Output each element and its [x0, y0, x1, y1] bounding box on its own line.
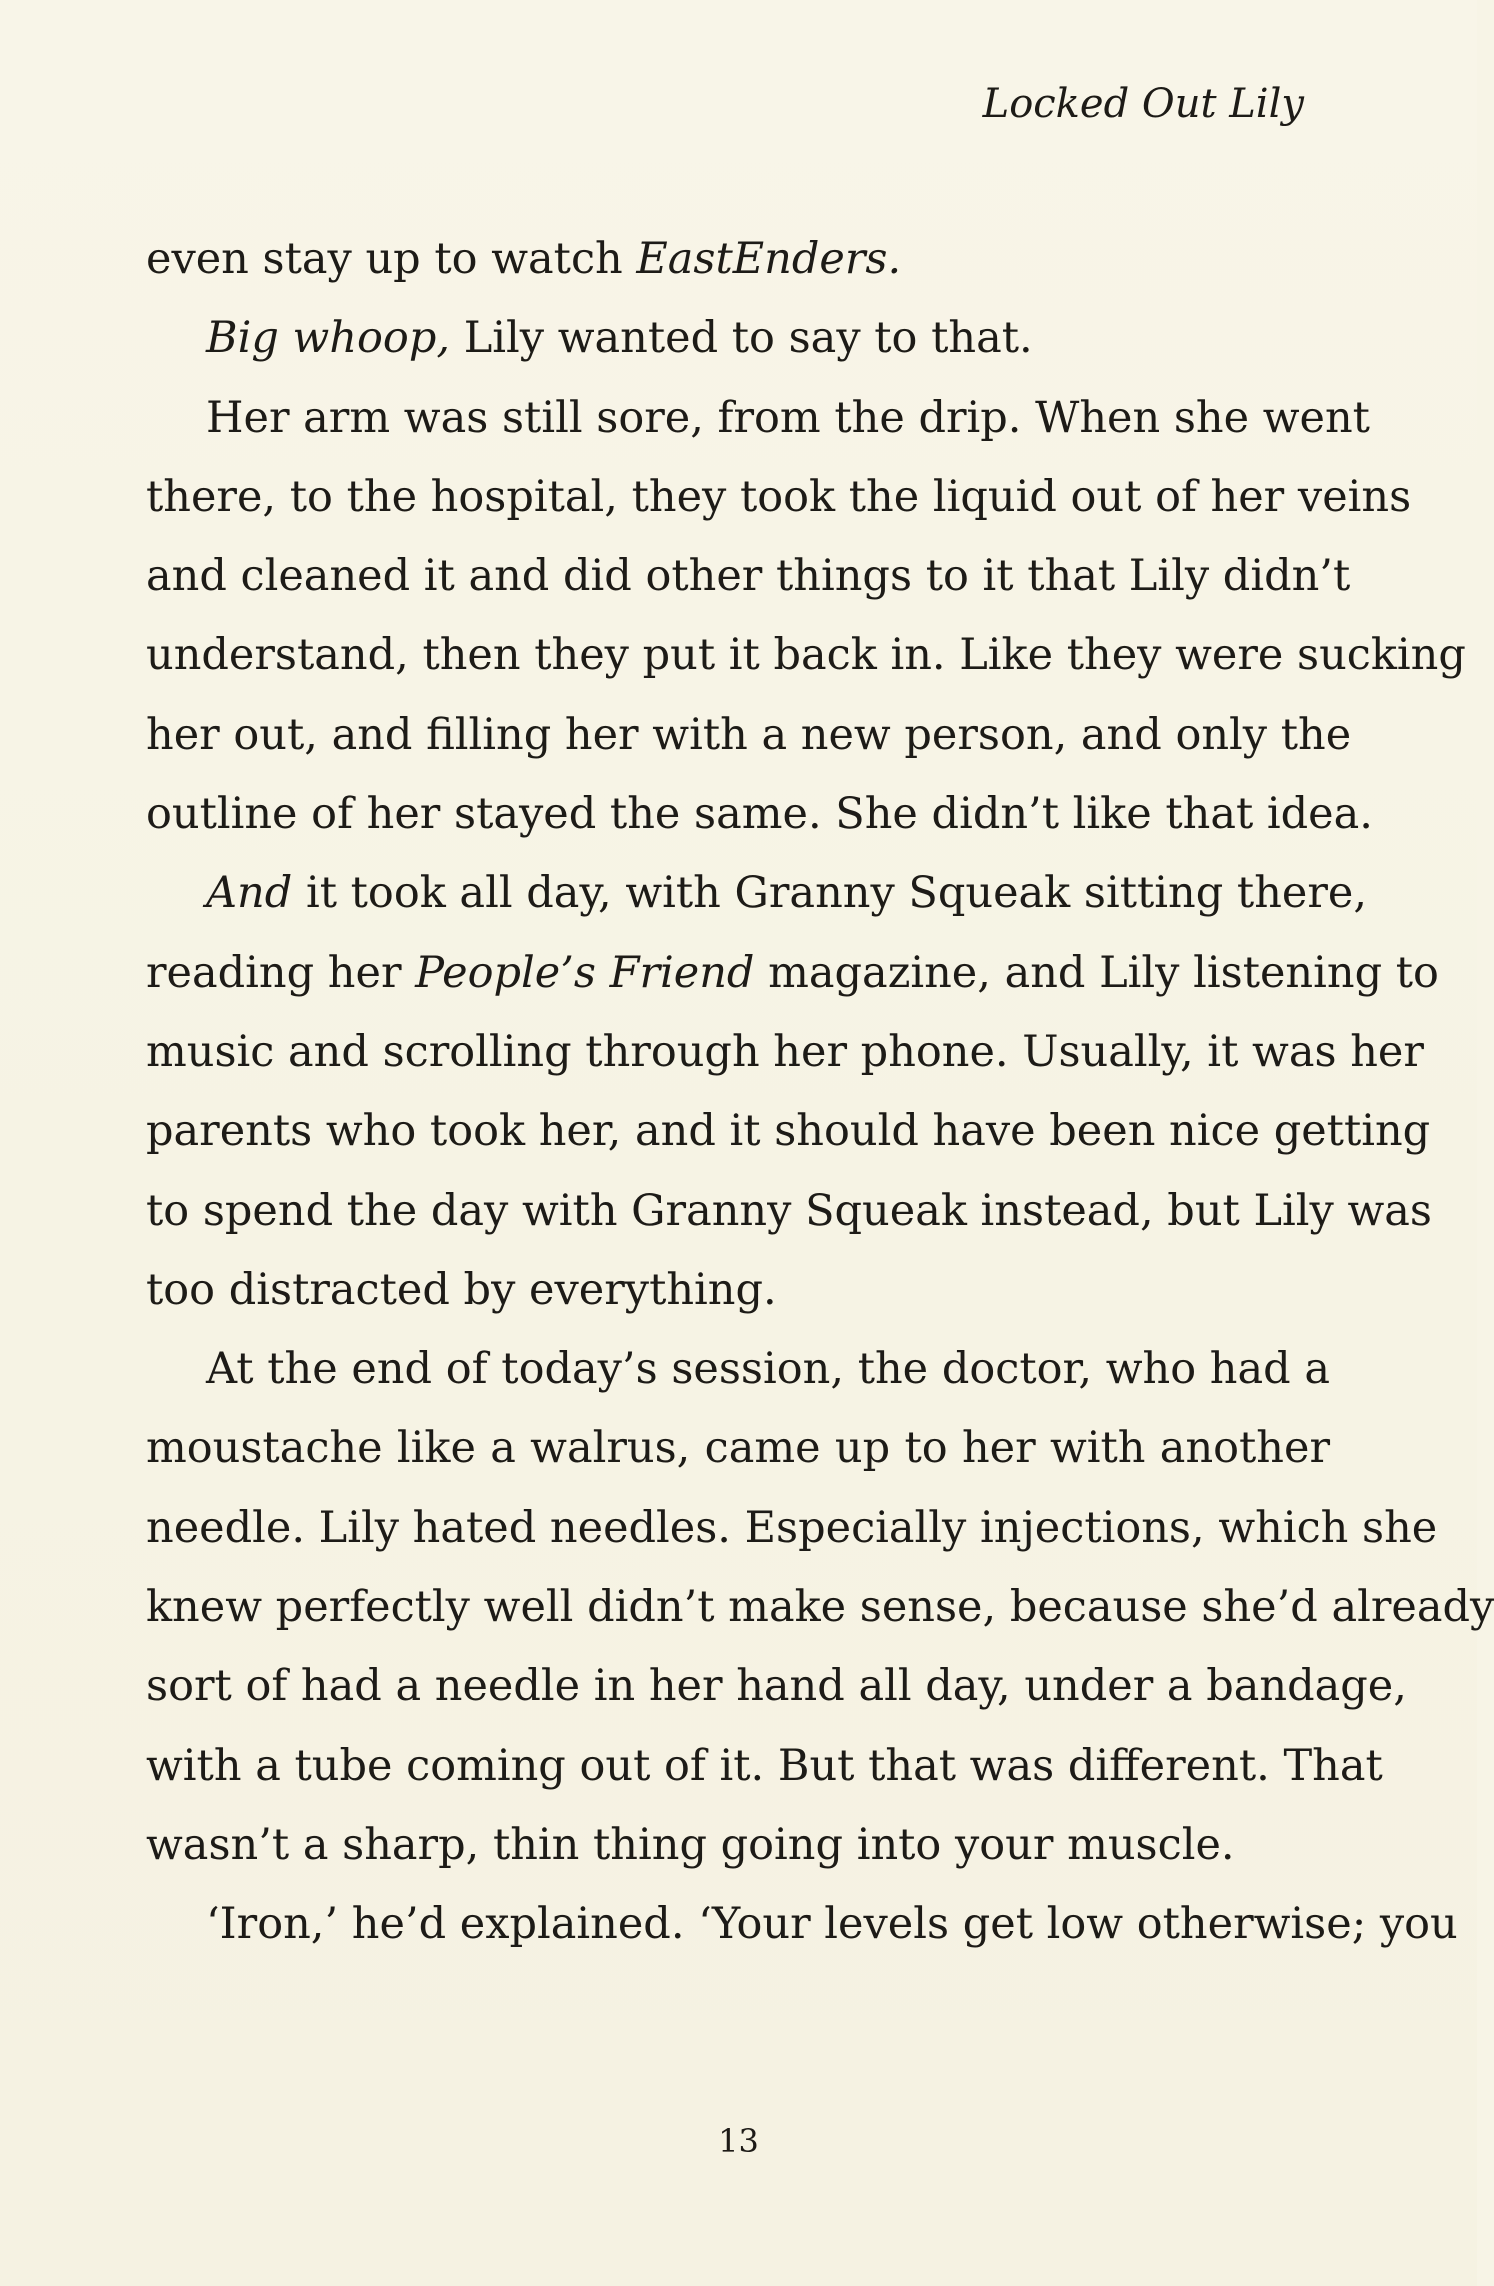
italic-text: Big whoop,	[206, 313, 451, 364]
text-line	[146, 696, 1352, 775]
text-line	[146, 1489, 1438, 1568]
text-run: her out, and filling her with a new person, and only the	[146, 709, 1352, 760]
text-run: needle. Lily hated needles. Especially injections, which she	[146, 1502, 1438, 1553]
text-line	[146, 616, 1466, 695]
text-line	[146, 1251, 1330, 1330]
text-run: even stay up to watch	[146, 234, 637, 284]
text-run: there, to the hospital, they took the liquid out of her veins	[146, 471, 1412, 522]
text-line	[146, 1172, 1432, 1251]
text-line	[146, 1092, 1431, 1171]
text-run: and cleaned it and did other things to it that Lily didn’t	[146, 551, 1351, 602]
text-run: to spend the day with Granny Squeak instead, but Lily was	[146, 1185, 1432, 1236]
text-line	[146, 1330, 1330, 1409]
italic-text: And	[206, 868, 293, 919]
text-run: moustache like a walrus, came up to her with another	[146, 1423, 1330, 1474]
text-line	[146, 1885, 1458, 1964]
body-text	[146, 220, 1494, 1965]
text-line	[146, 220, 1330, 299]
text-line	[146, 379, 1370, 458]
text-line	[146, 775, 1373, 854]
text-run: magazine, and Lily listening to	[754, 947, 1439, 998]
text-run: wasn’t a sharp, thin thing going into your muscle.	[146, 1819, 1235, 1870]
text-run: Lily wanted to say to that.	[450, 313, 1033, 364]
text-run: sort of had a needle in her hand all day, under a bandage,	[146, 1661, 1407, 1712]
text-line	[146, 1409, 1330, 1488]
text-run: music and scrolling through her phone. Usually, it was her	[146, 1026, 1424, 1077]
text-line	[146, 537, 1351, 616]
text-line	[146, 458, 1412, 537]
text-line	[146, 1727, 1383, 1806]
text-run: parents who took her, and it should have been nice getting	[146, 1106, 1431, 1157]
text-run: too distracted by everything.	[146, 1264, 777, 1315]
text-line	[146, 934, 1439, 1013]
text-run: At the end of today’s session, the doctor, who had a	[206, 1344, 1330, 1395]
text-run: knew perfectly well didn’t make sense, because she’d already	[146, 1582, 1494, 1633]
text-line	[146, 299, 1330, 378]
text-run: outline of her stayed the same. She didn’t like that idea.	[146, 789, 1373, 840]
text-run: Her arm was still sore, from the drip. When she went	[206, 392, 1370, 443]
italic-text: People’s Friend	[415, 947, 755, 998]
italic-text: EastEnders.	[636, 234, 902, 284]
text-run: understand, then they put it back in. Like they were sucking	[146, 630, 1466, 681]
text-line	[146, 1568, 1494, 1647]
page-number: 13	[718, 2122, 759, 2160]
running-head: Locked Out Lily	[982, 81, 1304, 127]
text-run: reading her	[146, 947, 416, 998]
text-line	[146, 1806, 1330, 1885]
text-line	[146, 1013, 1424, 1092]
text-run: with a tube coming out of it. But that was different. That	[146, 1740, 1383, 1791]
text-line	[146, 854, 1368, 933]
text-run: it took all day, with Granny Squeak sitting there,	[292, 868, 1368, 919]
text-run: ‘Iron,’ he’d explained. ‘Your levels get low otherwise; you	[206, 1899, 1458, 1950]
text-line	[146, 1647, 1407, 1726]
